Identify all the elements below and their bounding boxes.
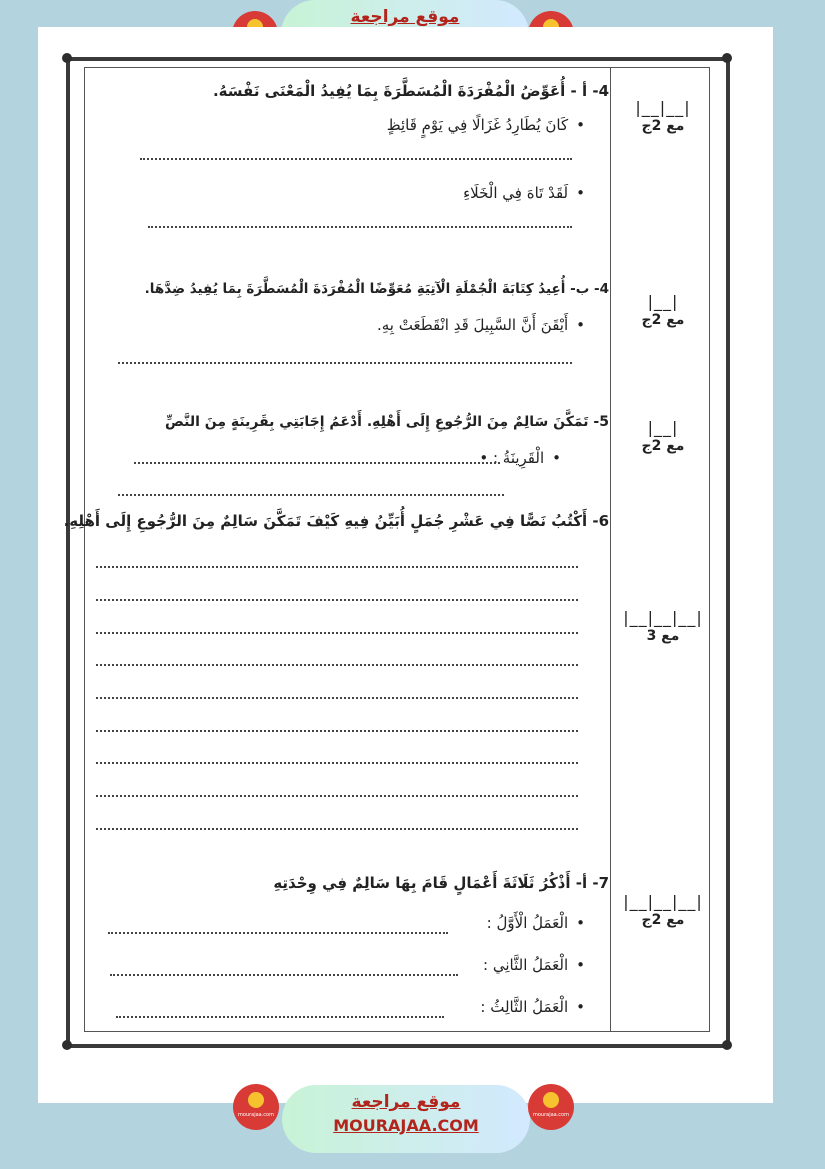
frame-corner bbox=[62, 53, 72, 63]
score-boxes[interactable]: |__| bbox=[647, 418, 679, 437]
score-box-4b[interactable] bbox=[618, 292, 708, 328]
answer-line[interactable] bbox=[118, 362, 572, 364]
site-name-ar[interactable]: موقع مراجعة bbox=[350, 7, 460, 27]
answer-line[interactable] bbox=[108, 932, 448, 934]
question-5-evidence-label: • الْقَرِينَةُ : • bbox=[479, 449, 561, 467]
score-boxes[interactable]: |__|__|__| bbox=[623, 608, 703, 627]
question-4a-item-1: • كَانَ يُطَارِدُ غَزَالًا فِي يَوْمٍ قَائِظٍ bbox=[387, 116, 585, 134]
answer-line[interactable] bbox=[96, 632, 578, 634]
site-name-en[interactable]: MOURAJAA.COM bbox=[333, 1116, 479, 1135]
logo-caption: mourajaa.com bbox=[532, 1112, 569, 1118]
score-label: مع 2ج bbox=[641, 912, 685, 928]
answer-line[interactable] bbox=[134, 462, 500, 464]
answer-line[interactable] bbox=[110, 974, 458, 976]
site-badge-bottom[interactable] bbox=[282, 1085, 530, 1153]
score-label: مع 2ج bbox=[641, 438, 685, 454]
answer-line[interactable] bbox=[116, 1016, 444, 1018]
question-6-title: 6- أَكْتُبُ نَصًّا فِي عَشْرِ جُمَلٍ أُبَيِّنُ فِيهِ كَيْفَ تَمَكَّنَ سَالِمٌ مِنَ الرُّجُوعِ إِلَى أَهْلِهِ. bbox=[63, 512, 609, 530]
question-4a-item-2: • لَقَدْ تَاهَ فِي الْخَلَاءِ bbox=[463, 184, 585, 202]
logo-icon bbox=[543, 1092, 559, 1108]
score-boxes[interactable]: |__|__| bbox=[635, 98, 691, 117]
score-label: مع 3 bbox=[646, 628, 680, 644]
score-boxes[interactable]: |__|__|__| bbox=[623, 892, 703, 911]
score-column-divider bbox=[610, 67, 611, 1032]
logo-right-bottom bbox=[528, 1084, 574, 1130]
answer-line[interactable] bbox=[140, 158, 572, 160]
logo-caption: mourajaa.com bbox=[237, 1112, 274, 1118]
answer-line[interactable] bbox=[96, 566, 578, 568]
answer-line[interactable] bbox=[96, 828, 578, 830]
site-name-ar[interactable]: موقع مراجعة bbox=[351, 1092, 461, 1112]
score-label: مع 2ج bbox=[641, 118, 685, 134]
question-5-title: 5- تَمَكَّنَ سَالِمٌ مِنَ الرُّجُوعِ إِلَى أَهْلِهِ. أَدْعَمُ إِجَابَتِي بِقَرِينَةٍ مِنَ النَّصِّ bbox=[165, 414, 609, 430]
score-box-4a[interactable] bbox=[618, 98, 708, 134]
frame-corner bbox=[722, 1040, 732, 1050]
logo-icon bbox=[248, 1092, 264, 1108]
answer-line[interactable] bbox=[118, 494, 504, 496]
score-box-6[interactable] bbox=[618, 608, 708, 644]
score-boxes[interactable]: |__| bbox=[647, 292, 679, 311]
question-4b-item-1: • أَيْقَنَ أَنَّ السَّبِيلَ قَدِ انْقَطَعَتْ بِهِ. bbox=[377, 316, 585, 334]
answer-line[interactable] bbox=[148, 226, 572, 228]
question-7a-item-1: • الْعَمَلُ الْأَوَّلُ : bbox=[487, 914, 585, 932]
answer-line[interactable] bbox=[96, 795, 578, 797]
answer-line[interactable] bbox=[96, 664, 578, 666]
logo-left-bottom bbox=[233, 1084, 279, 1130]
question-4a-title: 4- أ - أُعَوِّضُ الْمُفْرَدَةَ الْمُسَطَّرَةَ بِمَا يُفِيدُ الْمَعْنَى نَفْسَهُ. bbox=[212, 82, 609, 100]
question-7a-item-2: • الْعَمَلُ الثَّانِي : bbox=[483, 956, 585, 974]
answer-line[interactable] bbox=[96, 599, 578, 601]
frame-corner bbox=[62, 1040, 72, 1050]
question-7a-item-3: • الْعَمَلُ الثَّالِثُ : bbox=[480, 998, 585, 1016]
score-box-7a[interactable] bbox=[618, 892, 708, 928]
answer-line[interactable] bbox=[96, 762, 578, 764]
score-box-5[interactable] bbox=[618, 418, 708, 454]
frame-corner bbox=[722, 53, 732, 63]
score-label: مع 2ج bbox=[641, 312, 685, 328]
question-4b-title: 4- ب- أُعِيدُ كِتَابَةَ الْجُمْلَةِ الْآتِيَةِ مُعَوِّضًا الْمُفْرَدَةَ الْمُسَطَّرَةَ بِمَا يُفِيدُ ضِدَّهَا. bbox=[144, 281, 609, 297]
answer-line[interactable] bbox=[96, 730, 578, 732]
question-7a-title: 7- أ- أَذْكُرُ ثَلَاثَةَ أَعْمَالٍ قَامَ بِهَا سَالِمٌ فِي وِحْدَتِهِ bbox=[273, 874, 609, 892]
answer-line[interactable] bbox=[96, 697, 578, 699]
